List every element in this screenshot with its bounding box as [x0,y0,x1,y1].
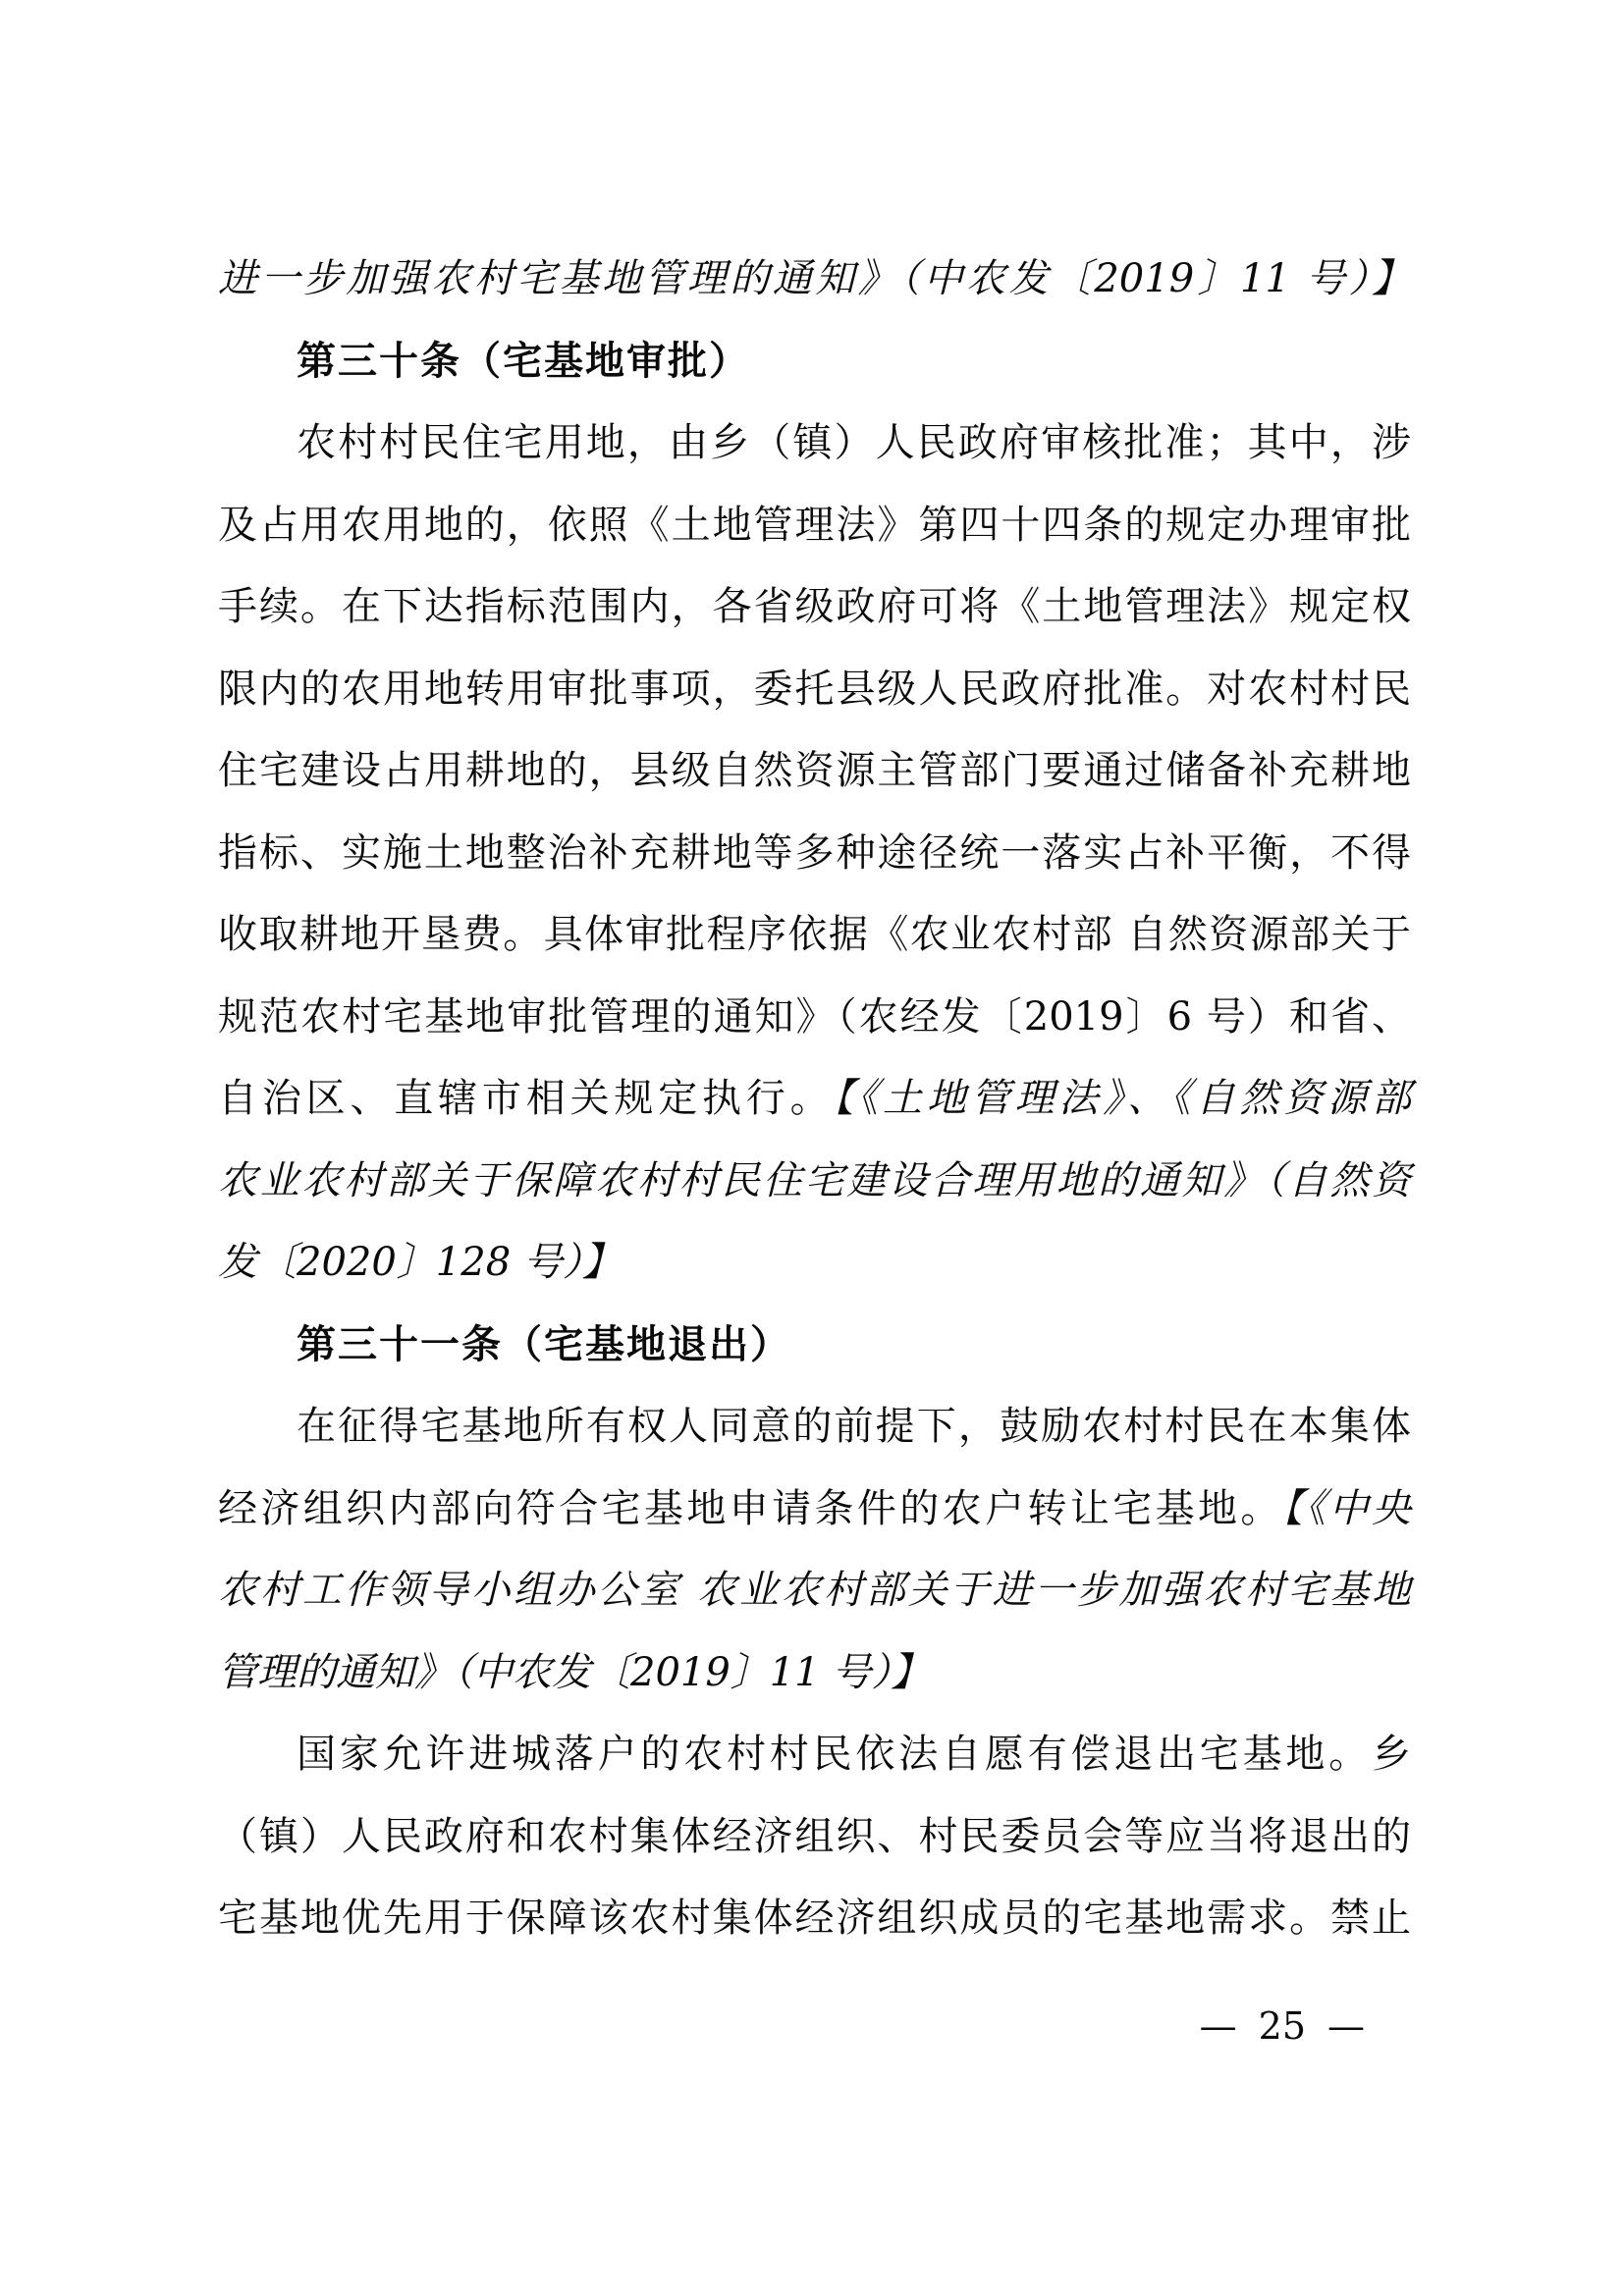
text-line: 农村村民住宅用地，由乡（镇）人民政府审核批准；其中，涉 [297,420,1411,465]
citation-line: 管理的通知》（中农发〔2019〕11 号）】 [218,1649,931,1695]
footer-right-dash: — [1327,2004,1365,2048]
text-line: 指标、实施土地整治补充耕地等多种途径统一落实占补平衡，不得 [218,829,1411,876]
text-line: 规范农村宅基地审批管理的通知》（农经发〔2019〕6 号）和省、 [218,993,1411,1040]
text-line: 宅基地优先用于保障该农村集体经济组织成员的宅基地需求。禁止 [218,1896,1411,1941]
page-number: 25 [1258,2004,1306,2048]
text-line: （镇）人民政府和农村集体经济组织、村民委员会等应当将退出的 [218,1813,1411,1859]
text-line: 收取耕地开垦费。具体审批程序依据《农业农村部 自然资源部关于 [218,912,1411,957]
text-line: 国家允许进城落户的农村村民依法自愿有偿退出宅基地。乡 [297,1732,1411,1777]
text-line: 在征得宅基地所有权人同意的前提下，鼓励农村村民在本集体 [297,1404,1411,1449]
footer-left-dash: — [1199,2004,1237,2048]
section-heading: 第三十条（宅基地审批） [297,339,750,383]
citation-segment: 【《中央 [1282,1485,1412,1531]
text-segment: 自治区、直辖市相关规定执行。 [218,1076,835,1121]
citation-line: 发〔2020〕128 号）】 [218,1240,622,1285]
page-footer [1200,1999,1365,2054]
text-segment: 经济组织内部向符合宅基地申请条件的农户转让宅基地。 [218,1485,1283,1531]
citation-line: 农村工作领导小组办公室 农业农村部关于进一步加强农村宅基地 [218,1568,1411,1613]
document-body [218,239,1411,1960]
text-line: 手续。在下达指标范围内，各省级政府可将《土地管理法》规定权 [218,584,1411,629]
text-line: 限内的农用地转用审批事项，委托县级人民政府批准。对农村村民 [218,666,1411,712]
text-line: 住宅建设占用耕地的，县级自然资源主管部门要通过储备补充耕地 [218,748,1411,793]
citation-line: 农业农村部关于保障农村村民住宅建设合理用地的通知》（自然资 [218,1157,1411,1203]
text-line: 进一步加强农村宅基地管理的通知》（中农发〔2019〕11 号）】 [218,256,1411,301]
text-line: 及占用农用地的，依照《土地管理法》第四十四条的规定办理审批 [218,502,1411,548]
text-line [218,1468,1411,1551]
section-heading: 第三十一条（宅基地退出） [297,1322,791,1366]
text-line [218,1058,1411,1141]
citation-segment: 【《土地管理法》、《自然资源部 [834,1076,1411,1121]
